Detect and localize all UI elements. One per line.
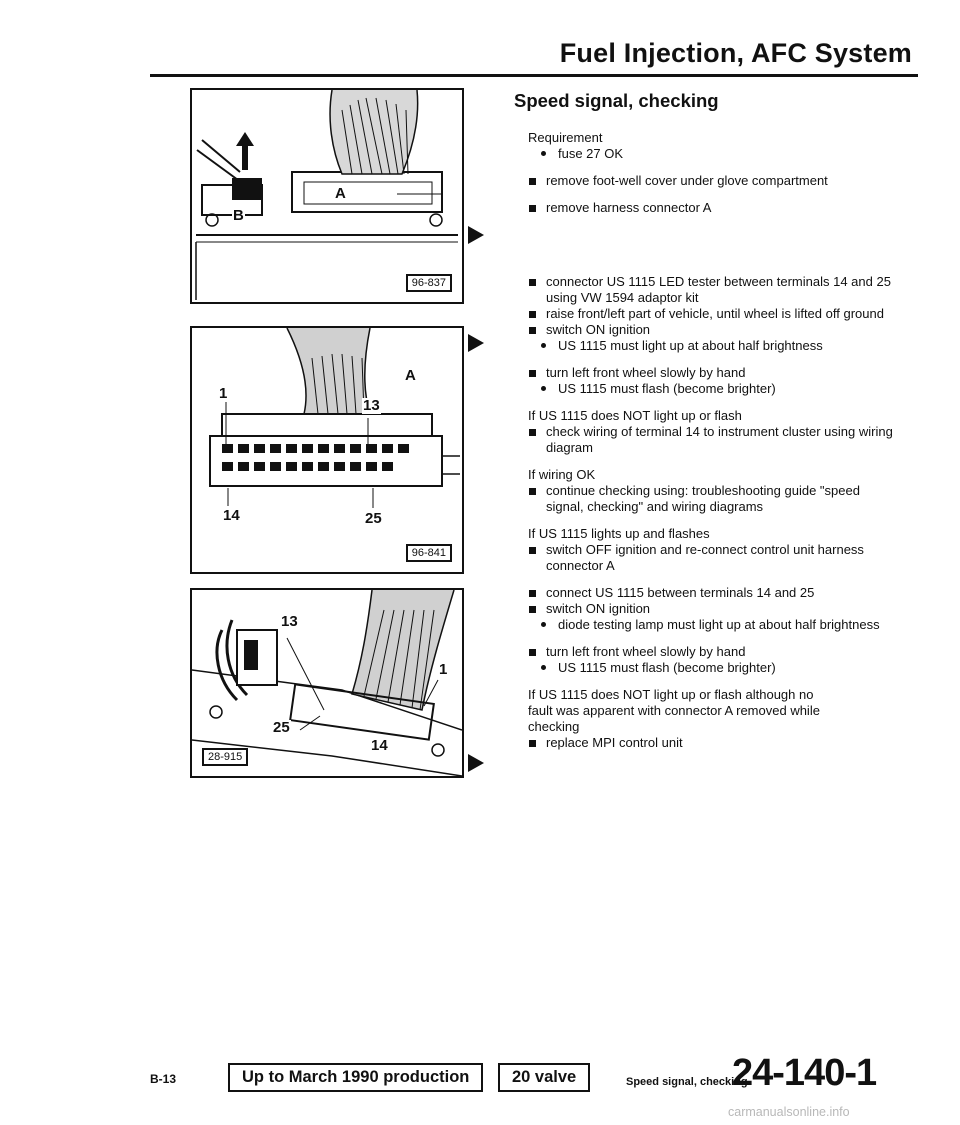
step-arrow-icon xyxy=(468,226,484,244)
figure-label: A xyxy=(405,367,416,384)
figure-connector-tester xyxy=(190,588,464,778)
figure-label: 13 xyxy=(363,397,380,414)
figure-label: B xyxy=(233,207,244,224)
step-item: continue checking using: troubleshooting guide "speed signal, checking" and wiring diagrams xyxy=(528,483,898,515)
step-sub-item: US 1115 must light up at about half brightness xyxy=(528,338,898,354)
valve-box: 20 valve xyxy=(498,1063,590,1092)
condition-text: If US 1115 lights up and flashes xyxy=(528,526,710,541)
step-item: turn left front wheel slowly by hand xyxy=(528,365,898,381)
figure-label: 25 xyxy=(365,510,382,527)
step-arrow-icon xyxy=(468,754,484,772)
figure-label: 1 xyxy=(439,661,448,678)
procedure-steps xyxy=(528,130,898,751)
connector-terminals-illustration xyxy=(192,328,462,572)
figure-label: 13 xyxy=(281,613,298,630)
figure-label: 14 xyxy=(371,737,388,754)
condition-text: If wiring OK xyxy=(528,467,596,482)
footer-subtitle: Speed signal, checking xyxy=(626,1076,748,1088)
step-item: connector US 1115 LED tester between terminals 14 and 25 using VW 1594 adaptor kit xyxy=(528,274,898,306)
condition-text: If US 1115 does NOT light up or flash xyxy=(528,408,742,423)
step-sub-item: diode testing lamp must light up at about half brightness xyxy=(528,617,898,633)
page-number: 24-140-1 xyxy=(732,1052,877,1094)
requirement-heading: Requirement xyxy=(528,130,603,145)
step-item: replace MPI control unit xyxy=(528,735,898,751)
condition-text: If US 1115 does NOT light up or flash although no fault was apparent with connector A removed while checking xyxy=(528,687,820,734)
figure-connector-removal xyxy=(190,88,464,304)
figure-label: 25 xyxy=(273,719,290,736)
step-item: turn left front wheel slowly by hand xyxy=(528,644,898,660)
figure-code: 96-841 xyxy=(406,544,452,562)
step-item: raise front/left part of vehicle, until wheel is lifted off ground xyxy=(528,306,898,322)
step-sub-item: fuse 27 OK xyxy=(528,146,898,162)
step-sub-item: US 1115 must flash (become brighter) xyxy=(528,381,898,397)
step-item: switch ON ignition xyxy=(528,322,898,338)
figure-connector-terminals xyxy=(190,326,464,574)
figure-label: 1 xyxy=(219,385,228,402)
step-arrow-icon xyxy=(468,334,484,352)
figure-code: 96-837 xyxy=(406,274,452,292)
step-item: remove harness connector A xyxy=(528,200,898,216)
step-sub-item: US 1115 must flash (become brighter) xyxy=(528,660,898,676)
step-item: check wiring of terminal 14 to instrument cluster using wiring diagram xyxy=(528,424,898,456)
connector-removal-illustration xyxy=(192,90,462,302)
watermark: carmanualsonline.info xyxy=(728,1105,850,1119)
figure-label: 14 xyxy=(223,507,240,524)
section-title: Speed signal, checking xyxy=(514,90,719,111)
step-item: switch OFF ignition and re-connect control unit harness connector A xyxy=(528,542,898,574)
page-title: Fuel Injection, AFC System xyxy=(559,38,912,68)
figure-label: A xyxy=(335,185,346,202)
figure-code: 28-915 xyxy=(202,748,248,766)
header-rule xyxy=(150,74,918,77)
step-item: switch ON ignition xyxy=(528,601,898,617)
step-item: connect US 1115 between terminals 14 and 25 xyxy=(528,585,898,601)
footer-page-code: B-13 xyxy=(150,1072,177,1086)
step-item: remove foot-well cover under glove compartment xyxy=(528,173,898,189)
production-range-box: Up to March 1990 production xyxy=(228,1063,483,1092)
